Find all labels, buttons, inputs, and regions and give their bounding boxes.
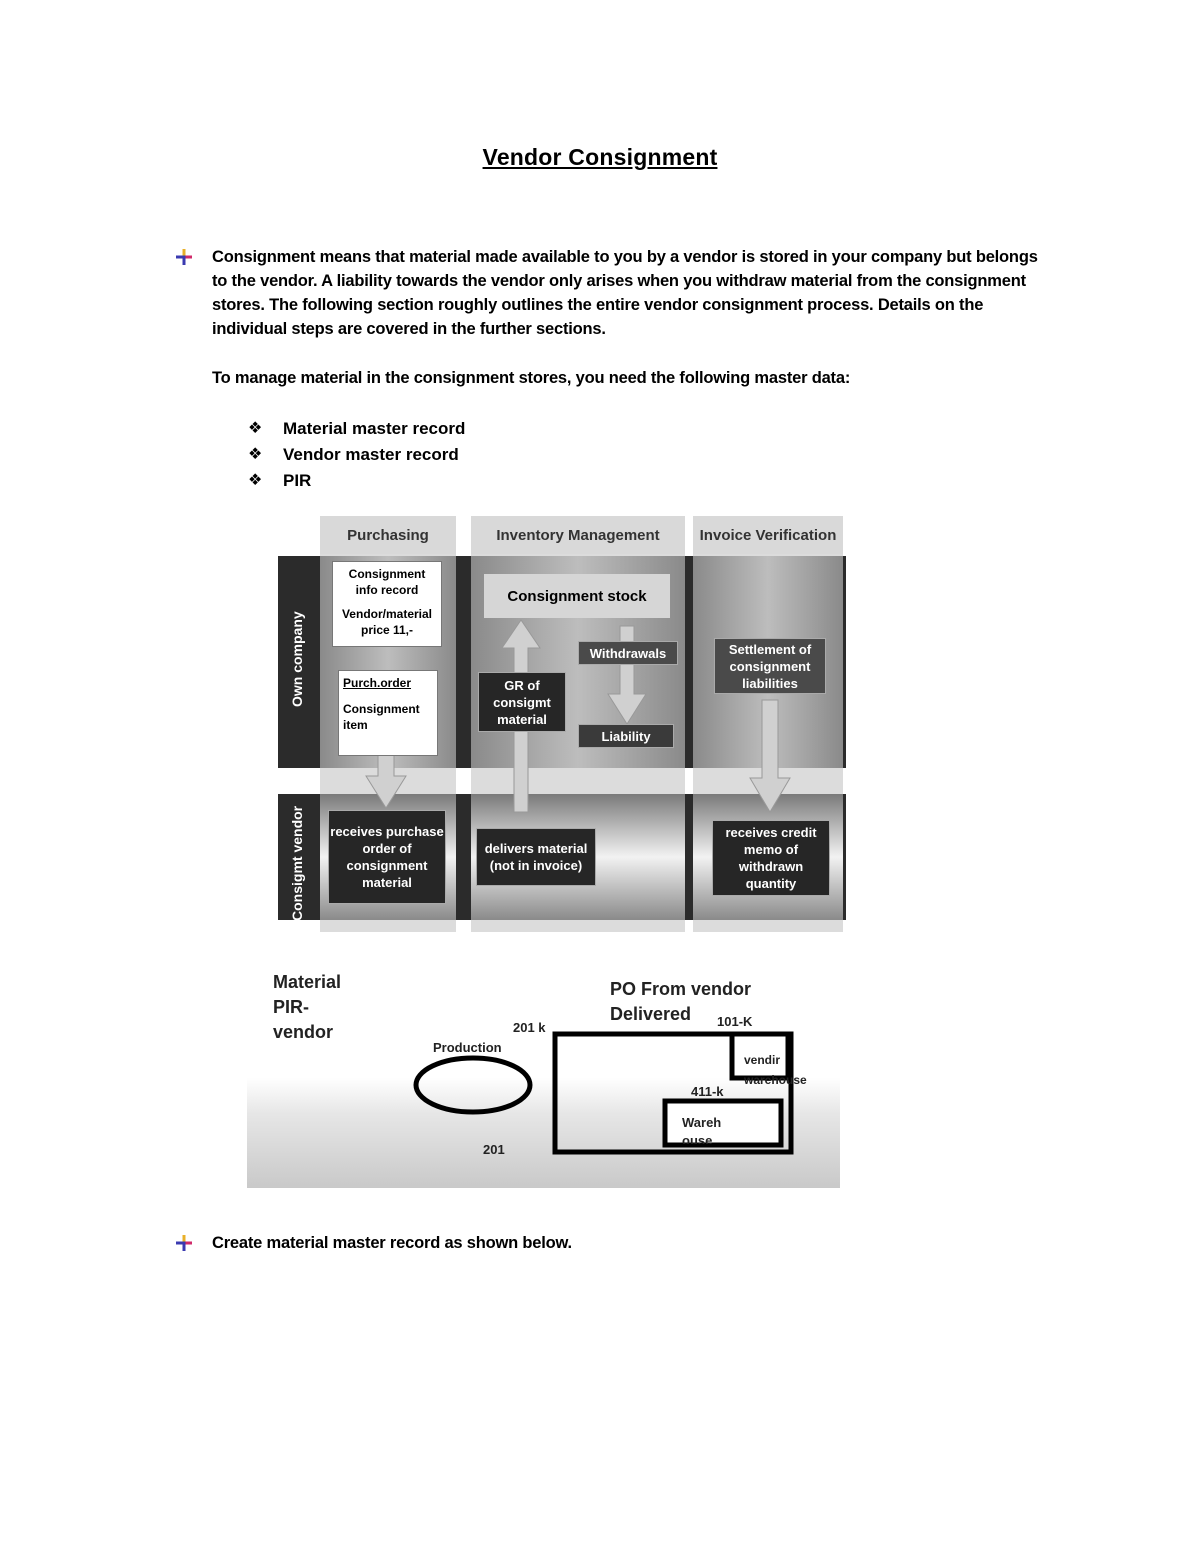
withdrawals-box: Withdrawals — [578, 641, 678, 665]
row-label-consigmt-vendor: Consigmt vendor — [289, 805, 305, 921]
purchase-order-box: Purch.order Consignment item — [338, 670, 438, 756]
sketch-po-text: PO From vendor Delivered — [610, 979, 752, 1024]
mvt-411k-label: 411-k — [691, 1084, 724, 1099]
vendor-delivers-box: delivers material (not in invoice) — [476, 828, 596, 886]
vendor-receives-po-box: receives purchase order of consignment material — [328, 810, 446, 904]
consignment-process-diagram — [278, 516, 846, 932]
consignment-sketch-diagram — [247, 958, 840, 1188]
warehouse-label: Wareh ouse — [682, 1115, 722, 1144]
column-header-invoice: Invoice Verification — [693, 516, 843, 554]
vendor-warehouse-label: vendir warehouse — [744, 1053, 807, 1087]
master-data-list — [248, 416, 465, 494]
production-label: Production — [433, 1040, 502, 1055]
plus-bullet-icon — [176, 249, 192, 265]
diamond-bullet-icon: ❖ — [248, 420, 263, 437]
sketch-left-text: Material PIR- vendor — [273, 972, 342, 1042]
list-item: ❖ Material master record — [248, 416, 465, 442]
list-item: ❖ PIR — [248, 468, 465, 494]
row-label-own-company: Own company — [289, 611, 305, 707]
settlement-box: Settlement of consignment liabilities — [714, 638, 826, 694]
gr-box: GR of consigmt material — [478, 672, 566, 732]
plus-bullet-icon — [176, 1235, 192, 1251]
diamond-bullet-icon: ❖ — [248, 446, 263, 463]
vendor-credit-memo-box: receives credit memo of withdrawn quantity — [712, 820, 830, 896]
diamond-bullet-icon: ❖ — [248, 472, 263, 489]
mvt-101k-label: 101-K — [717, 1014, 753, 1029]
mvt-201-label: 201 — [483, 1142, 505, 1157]
list-item: ❖ Vendor master record — [248, 442, 465, 468]
master-data-intro: To manage material in the consignment stores, you need the following master data: — [212, 369, 851, 387]
liability-box: Liability — [578, 724, 674, 748]
consignment-stock-box: Consignment stock — [484, 574, 670, 618]
column-header-purchasing: Purchasing — [320, 516, 456, 554]
mvt-201k-label: 201 k — [513, 1020, 546, 1035]
intro-paragraph: Consignment means that material made available to you by a vendor is stored in your company but belongs to the vendor. A liability towards the vendor only arises when you withdraw material from the consignment stores. The following section roughly outlines the entire vendor consignment process. Details on the individual steps are covered in the further sections. — [212, 248, 1038, 338]
info-record-box: Consignment info record Vendor/material price 11,- — [332, 561, 442, 647]
closing-paragraph: Create material master record as shown below. — [212, 1234, 572, 1252]
page-title: Vendor Consignment — [482, 144, 718, 170]
column-header-inventory: Inventory Management — [471, 516, 685, 554]
